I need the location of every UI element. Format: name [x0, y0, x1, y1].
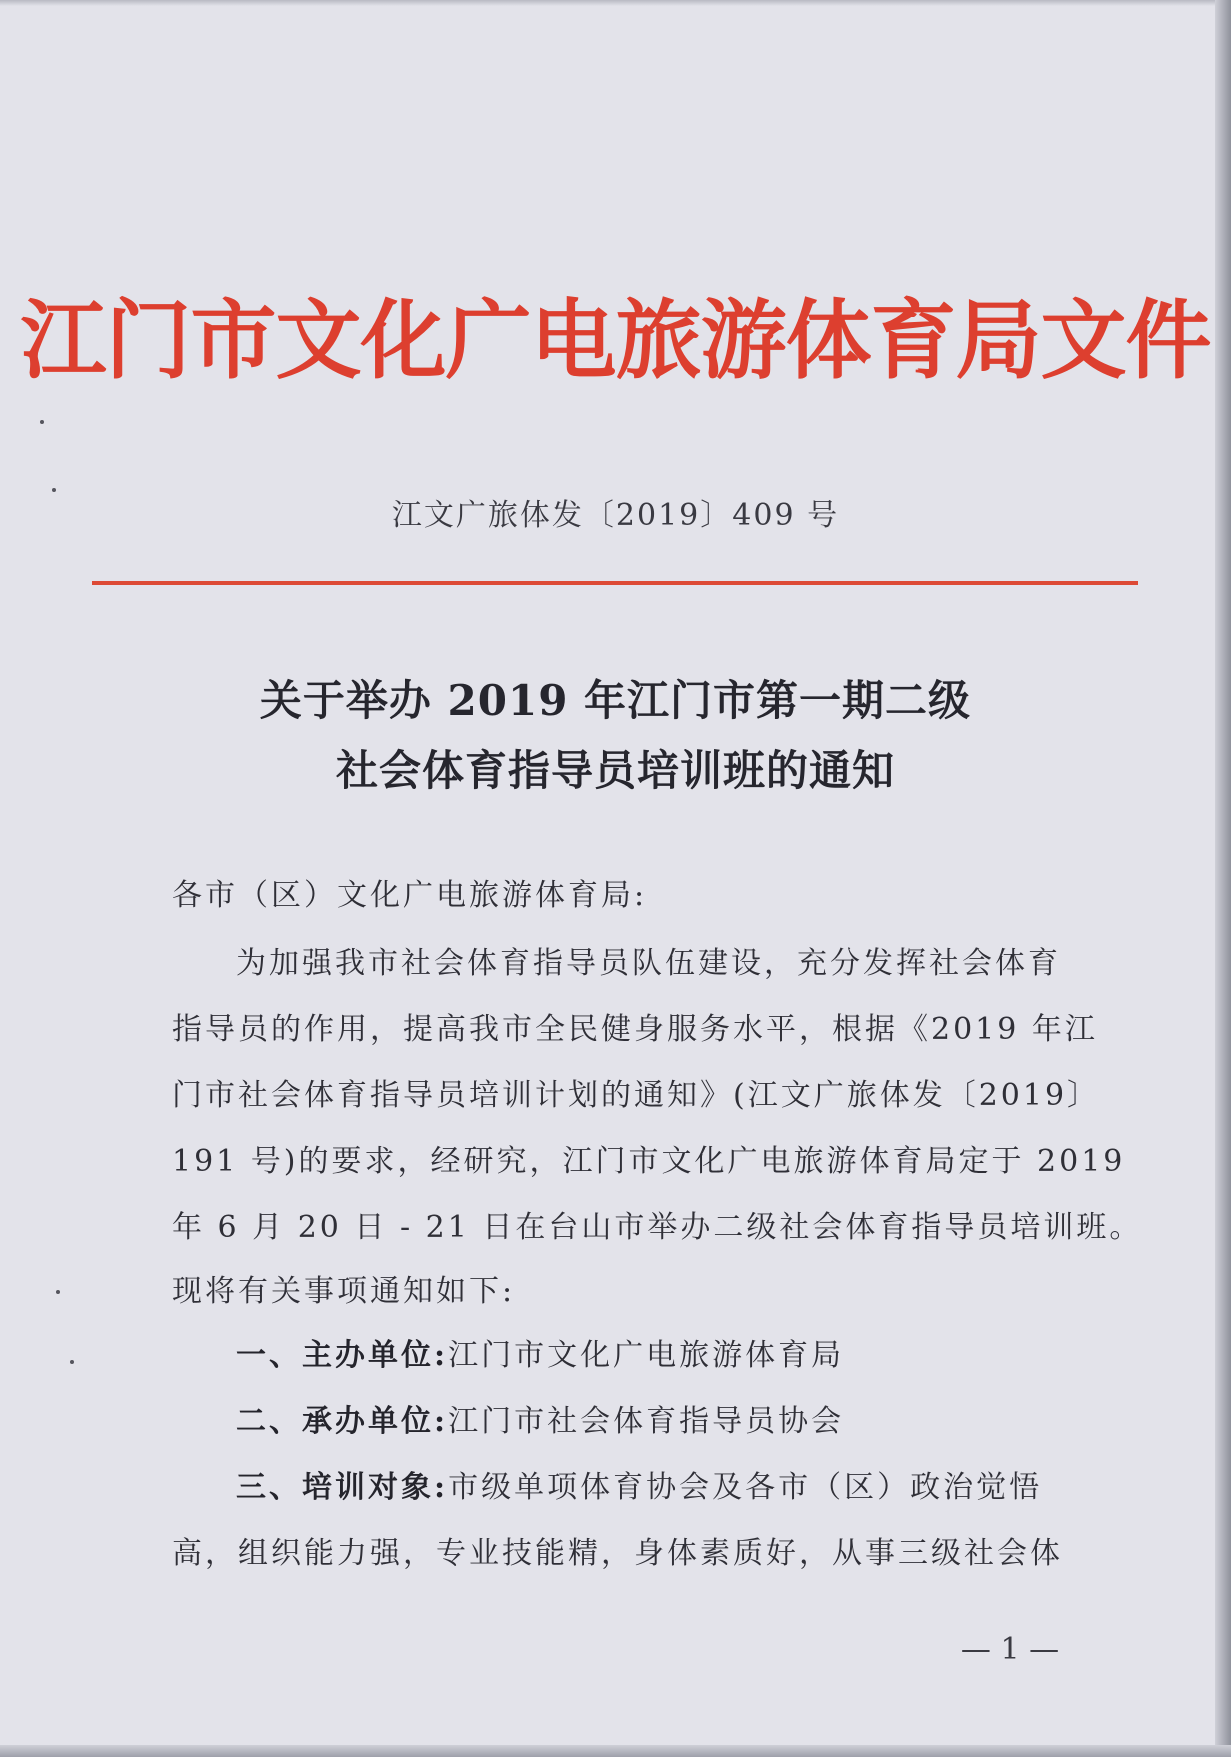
- red-separator-line: [92, 581, 1138, 585]
- scan-edge-right: [1215, 0, 1231, 1757]
- notice-title-line-2: 社会体育指导员培训班的通知: [335, 746, 895, 795]
- list-item-organizer: [236, 1330, 1062, 1374]
- document-number: 江文广旅体发〔2019〕409 号: [391, 498, 840, 533]
- paragraph-line: 现将有关事项通知如下:: [172, 1274, 516, 1309]
- list-item-trainees: [236, 1462, 1062, 1506]
- scan-edge-top: [0, 0, 1231, 6]
- paragraph-line: 191 号)的要求，经研究，江门市文化广电旅游体育局定于 2019: [172, 1144, 1126, 1179]
- list-item-label: 二、承办单位:: [236, 1404, 449, 1439]
- list-item-host: [236, 1396, 1062, 1440]
- page-number: — 1 —: [960, 1632, 1060, 1667]
- paragraph-line: 年 6 月 20 日 - 21 日在台山市举办二级社会体育指导员培训班。: [172, 1210, 1143, 1245]
- list-item-text: 江门市文化广电旅游体育局: [448, 1338, 845, 1373]
- paragraph-line: 为加强我市社会体育指导员队伍建设，充分发挥社会体育: [236, 946, 1061, 981]
- notice-title-line-1: 关于举办 2019 年江门市第一期二级: [259, 676, 972, 725]
- list-item-label: 一、主办单位:: [236, 1338, 449, 1373]
- paragraph-line: 门市社会体育指导员培训计划的通知》(江文广旅体发〔2019〕: [172, 1078, 1101, 1113]
- scan-speck: [40, 420, 44, 424]
- scan-edge-bottom: [0, 1745, 1231, 1757]
- list-item-label: 三、培训对象:: [236, 1470, 449, 1505]
- scan-speck: [70, 1360, 74, 1364]
- list-item-text: 江门市社会体育指导员协会: [448, 1404, 845, 1439]
- issuing-authority-title: 江门市文化广电旅游体育局文件: [20, 290, 1211, 391]
- list-item-text: 市级单项体育协会及各市（区）政治觉悟: [448, 1470, 1043, 1505]
- salutation: 各市（区）文化广电旅游体育局:: [172, 878, 648, 913]
- paragraph-line: 指导员的作用，提高我市全民健身服务水平，根据《2019 年江: [172, 1012, 1098, 1047]
- paragraph-line: 高，组织能力强，专业技能精，身体素质好，从事三级社会体: [172, 1536, 1063, 1571]
- scan-speck: [56, 1290, 60, 1294]
